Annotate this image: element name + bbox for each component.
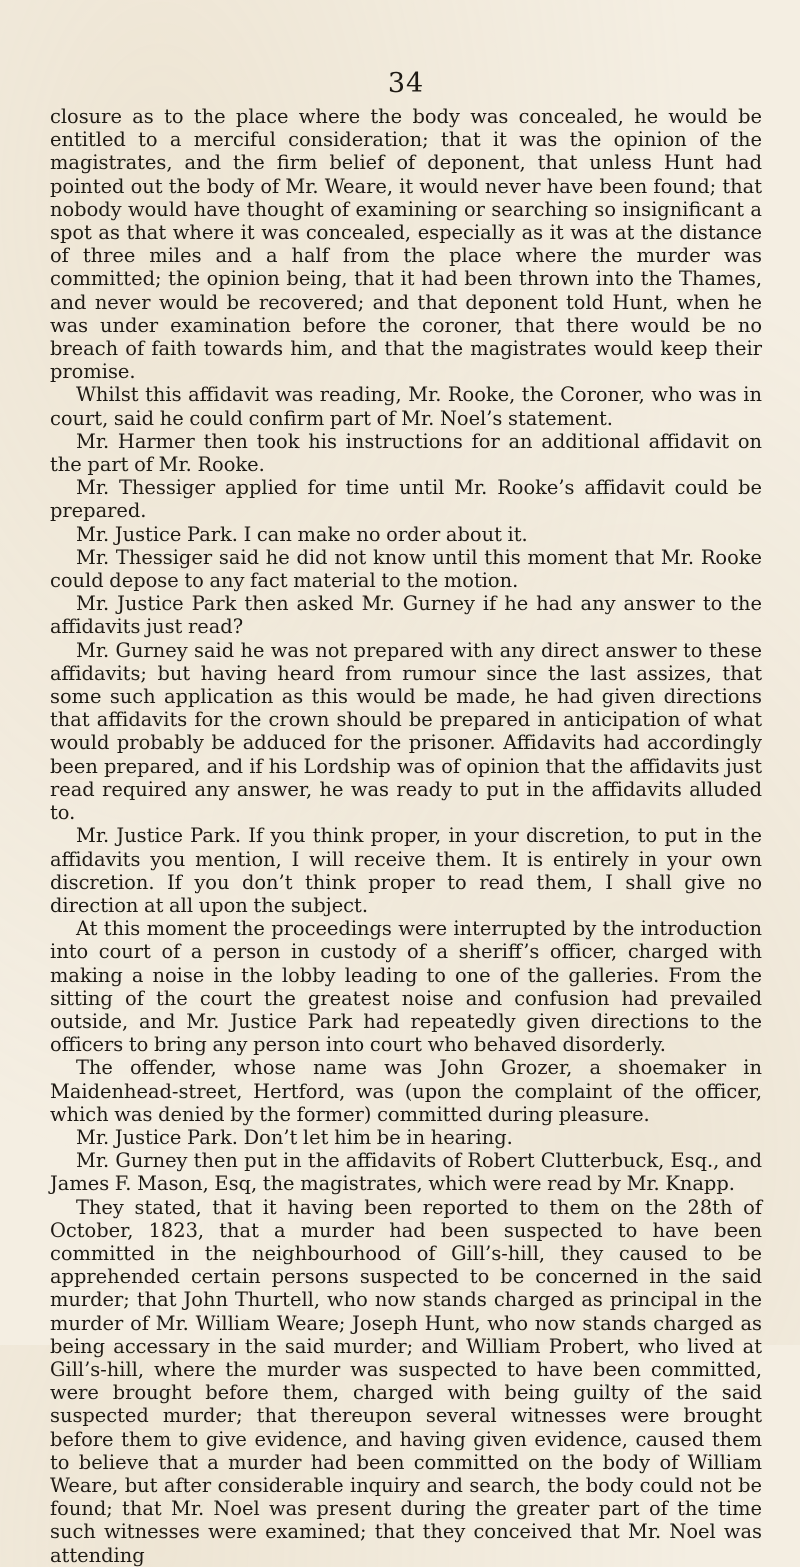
paragraph: The offender, whose name was John Grozer, a shoemaker in Maidenhead-street, Hertford, was (upon the complaint of the officer, which was denied by the former) committed during pleasure. [50, 1056, 762, 1126]
body-text [50, 105, 762, 1567]
paragraph: Mr. Justice Park. If you think proper, in your discretion, to put in the affidavits you mention, I will receive them. It is entirely in your own discretion. If you don’t think proper to read them, I shall give no direction at all upon the subject. [50, 824, 762, 917]
paragraph: Mr. Harmer then took his instructions for an additional affidavit on the part of Mr. Rooke. [50, 429, 762, 477]
paragraph: Mr. Justice Park. Don’t let him be in hearing. [76, 1125, 513, 1149]
paragraph-continuation: closure as to the place where the body was concealed, he would be entitled to a merciful consideration; that it was the opinion of the magistrates, and the firm belief of deponent, that unless Hunt had pointed out the body of Mr. Weare, it would never have been found; that nobody would have thought of examining or searching so insignificant a spot as that where it was concealed, especially as it was at the distance of three miles and a half from the place where the murder was committed; the opinion being, that it had been thrown into the Thames, and never would be recovered; and that deponent told Hunt, when he was under examination before the coroner, that there would be no breach of faith towards him, and that the magistrates would keep their promise. [50, 105, 762, 384]
page-number: 34 [387, 68, 425, 99]
paragraph: Mr. Gurney said he was not prepared with any direct answer to these affidavits; but having heard from rumour since the last assizes, that some such application as this would be made, he had given directions that affidavits for the crown should be prepared in anticipation of what would probably be adduced for the prisoner. Affidavits had accordingly been prepared, and if his Lordship was of opinion that the affidavits just read required any answer, he was ready to put in the affidavits alluded to. [50, 638, 762, 825]
paragraph: Mr. Gurney then put in the affidavits of Robert Clutterbuck, Esq., and James F. Mason, Esq, the magistrates, which were read by Mr. Knapp. [50, 1149, 762, 1196]
paragraph: They stated, that it having been reported to them on the 28th of October, 1823, that a murder had been suspected to have been committed in the neighbourhood of Gill’s-hill, they caused to be apprehended certain persons suspected to be concerned in the said murder; that John Thurtell, who now stands charged as principal in the murder of Mr. William Weare; Joseph Hunt, who now stands charged as being accessary in the said murder; and William Probert, who lived at Gill’s-hill, where the murder was suspected to have been committed, were brought before them, charged with being guilty of the said suspected murder; that thereupon several witnesses were brought before them to give evidence, and having given evidence, caused them to believe that a murder had been committed on the body of William Weare, but after considerable inquiry and search, the body could not be found; that Mr. Noel was present during the greater part of the time such witnesses were examined; that they conceived that Mr. Noel was attending [50, 1195, 762, 1567]
paragraph: At this moment the proceedings were interrupted by the introduction into court of a person in custody of a sheriff’s officer, charged with making a noise in the lobby leading to one of the galleries. From the sitting of the court the greatest noise and confusion had prevailed outside, and Mr. Justice Park had repeatedly given directions to the officers to bring any person into court who behaved disorderly. [50, 917, 762, 1057]
paragraph: Mr. Justice Park then asked Mr. Gurney if he had any answer to the affidavits just read? [50, 592, 762, 639]
paragraph: Whilst this affidavit was reading, Mr. Rooke, the Coroner, who was in court, said he could confirm part of Mr. Noel’s statement. [50, 383, 762, 430]
paragraph: Mr. Thessiger said he did not know until this moment that Mr. Rooke could depose to any fact material to the motion. [50, 545, 762, 593]
paragraph: Mr. Thessiger applied for time until Mr. Rooke’s affidavit could be prepared. [50, 476, 762, 523]
paragraph: Mr. Justice Park. I can make no order about it. [76, 522, 528, 546]
